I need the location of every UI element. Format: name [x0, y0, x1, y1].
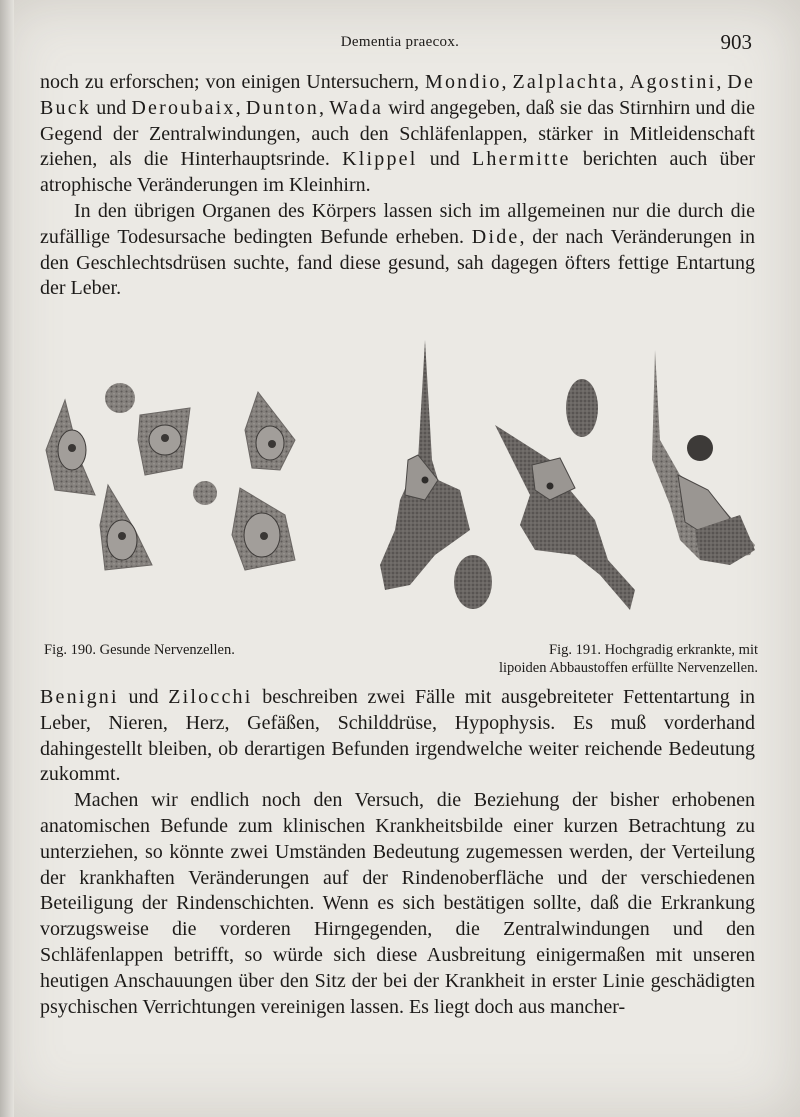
nerve-cell-illustration: [40, 340, 760, 640]
text-run: wird angegeben, daß sie das Stirnhirn und die Gegend der Zentralwindungen, auch den Schläfenlappen, stärker in Mitleidenschaft ziehen, als die Hinterhauptsrinde.: [40, 96, 756, 171]
text-block-top: [40, 70, 755, 302]
author-name: Dunton: [245, 96, 320, 119]
author-name: Zilocchi: [168, 686, 253, 708]
author-name: Benigni: [40, 686, 119, 708]
paragraph-2: [40, 199, 755, 302]
degenerated-nerve-cell: [495, 425, 635, 610]
lipoid-granule-mass: [454, 555, 492, 609]
text-run: ,: [618, 71, 630, 93]
paragraph-4: Machen wir endlich noch den Versuch, die Beziehung der bisher erhobenen anatomischen Befunde zum klinischen Krankheitsbilde einer kurzen Betrachtung zu unterziehen, so könnte zwei Umständen Bedeutung zugemessen werden, der Verteilung der krankhaften Veränderungen auf der Rindenoberfläche und der verschiedenen Beteiligung der Rindenschichten. Wenn es sich bestätigen sollte, daß die Erkrankung vorzugsweise die vorderen Hirngegenden, die Zentralwindungen und den Schläfenlappen betrifft, so würde sich diese Ausbreitung einigermaßen mit unseren heutigen Anschauungen über den Sitz der bei der Krankheit in erster Linie geschädigten psychischen Verrichtungen vereinigen lassen. Es liegt doch aus mancher-: [40, 789, 755, 1018]
page-header: [40, 30, 760, 60]
author-name: Mondio: [424, 71, 502, 93]
nucleolus: [161, 434, 169, 442]
text-run: In den übrigen Organen des Körpers lassen sich im allgemeinen nur die durch die zufällige Todesursache bedingten Befunde erheben.: [40, 199, 755, 248]
text-run: , der nach Veränderungen in den Geschlechtsdrüsen suchte, fand diese gesund, sah dagegen öfters fettige Entartung der Leber.: [40, 225, 755, 300]
page-edge: [0, 0, 14, 1117]
text-run: noch zu erforschen; von einigen Untersuchern,: [40, 71, 425, 93]
paragraph-3: [40, 685, 755, 788]
running-head: Dementia praecox.: [340, 34, 460, 50]
author-name: Agostini: [629, 71, 717, 93]
author-name: Zalplachta: [512, 71, 619, 93]
text-run: berichten auch über atrophische Veränderungen im Kleinhirn.: [40, 148, 755, 197]
text-run: und: [417, 148, 472, 171]
nerve-cell-fragment: [193, 481, 217, 505]
page-number: 903: [720, 30, 752, 54]
author-name: Deroubaix: [131, 96, 236, 119]
text-run: ,: [235, 96, 246, 119]
nucleolus: [118, 532, 126, 540]
text-run: ,: [319, 96, 330, 119]
nucleolus: [268, 440, 276, 448]
text-run: und: [118, 686, 169, 708]
nucleolus: [422, 477, 429, 484]
author-name: Lhermitte: [471, 148, 571, 171]
author-name: Dide: [471, 225, 520, 248]
author-name: De Buck: [40, 71, 756, 119]
text-run: ,: [716, 71, 728, 93]
figure-area: [40, 340, 760, 640]
paragraph-1: [40, 70, 755, 199]
caption-line: Fig. 191. Hochgradig erkrankte, mit: [549, 642, 758, 658]
text-run: beschreiben zwei Fälle mit ausgebreiteter Fettentartung in Leber, Nieren, Herz, Gefäßen, Schilddrüse, Hypophysis. Es muß vorderhand dahingestellt bleiben, ob derartigen Befunden irgendwelche weiter reichende Bedeutung zukommt.: [40, 686, 755, 786]
caption-line: lipoiden Abbaustoffen erfüllte Nervenzellen.: [498, 660, 758, 676]
figure-190-caption: Fig. 190. Gesunde Nervenzellen.: [44, 642, 235, 658]
lipoid-granule-mass: [566, 379, 598, 437]
fig190-cells: [46, 383, 295, 570]
nucleolus: [547, 483, 554, 490]
author-name: Klippel: [342, 148, 418, 171]
nerve-cell-fragment: [105, 383, 135, 413]
author-name: Wada: [329, 96, 384, 119]
text-block-bottom: [40, 685, 755, 1020]
text-run: und: [91, 96, 132, 119]
nucleolus: [68, 444, 76, 452]
lipoid-granule: [687, 435, 713, 461]
nucleolus: [260, 532, 268, 540]
fig191-cells: [380, 340, 755, 610]
figure-191-caption: [388, 641, 758, 677]
text-run: ,: [501, 71, 513, 93]
